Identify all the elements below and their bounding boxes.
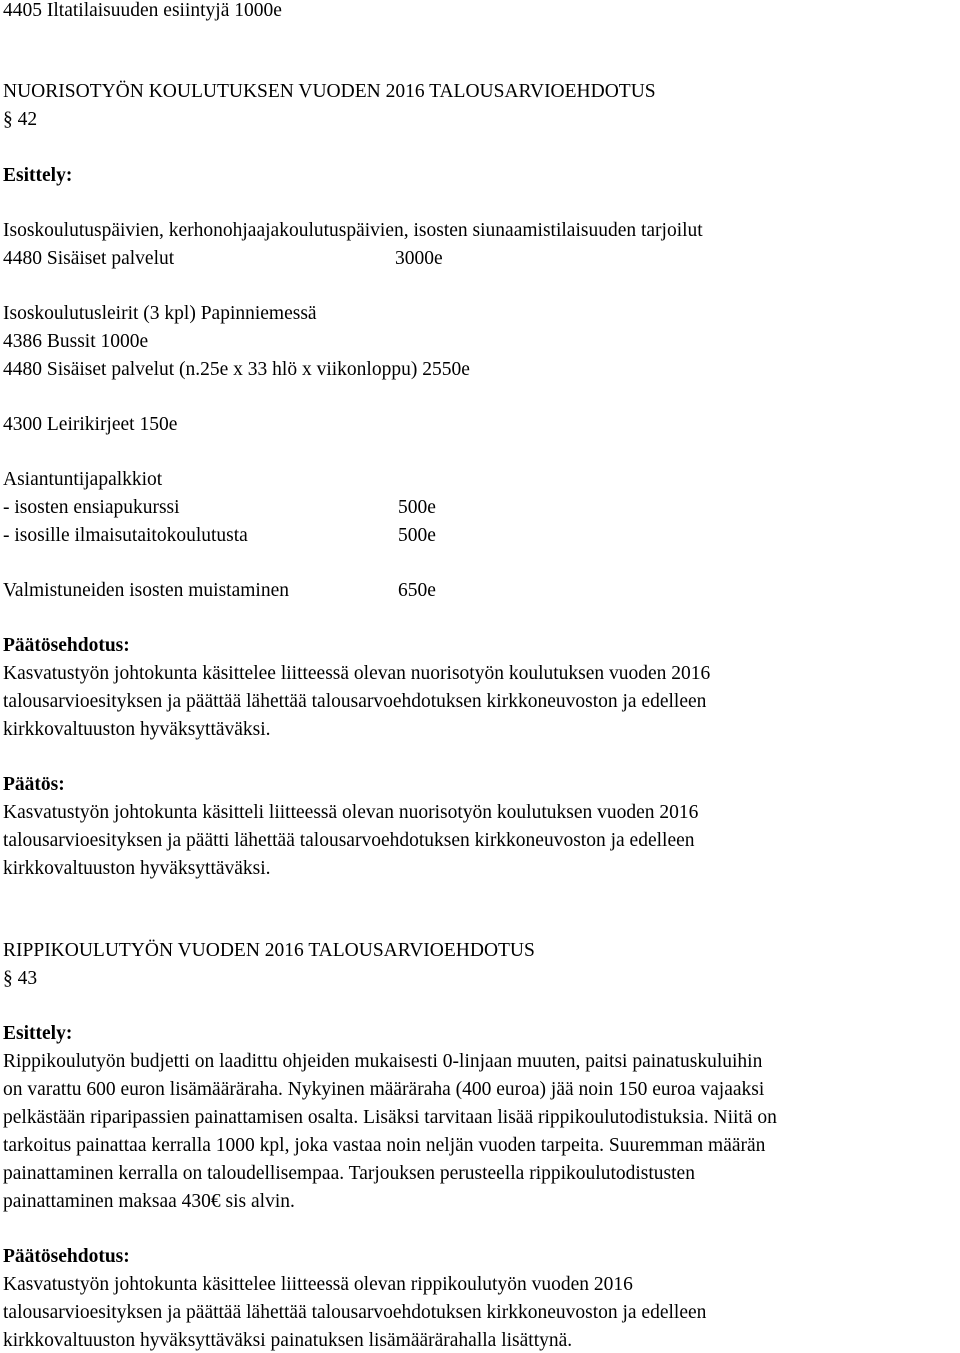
paatosehdotus-label-42: Päätösehdotus: xyxy=(3,635,130,656)
section-heading-nuorisotyo: NUORISOTYÖN KOULUTUKSEN VUODEN 2016 TALOUSARVIOEHDOTUS xyxy=(3,81,656,102)
budget-row-amount: 500e xyxy=(398,525,436,546)
text-line: talousarvioesityksen ja päättää lähettää talousarvoehdotuksen kirkkoneuvoston ja edelleen xyxy=(3,691,707,712)
text-line: 4480 Sisäiset palvelut (n.25e x 33 hlö x viikonloppu) 2550e xyxy=(3,359,470,380)
section-heading-rippikoulutyo: RIPPIKOULUTYÖN VUODEN 2016 TALOUSARVIOEHDOTUS xyxy=(3,940,535,961)
text-line: Isoskoulutuspäivien, kerhonohjaajakoulutuspäivien, isosten siunaamistilaisuuden tarjoilut xyxy=(3,220,703,241)
text-line: talousarvioesityksen ja päätti lähettää talousarvoehdotuksen kirkkoneuvoston ja edelleen xyxy=(3,830,695,851)
esittely-label-43: Esittely: xyxy=(3,1023,73,1044)
text-line: talousarvioesityksen ja päättää lähettää talousarvoehdotuksen kirkkoneuvoston ja edelleen xyxy=(3,1302,707,1323)
budget-row-ilmaisutaito xyxy=(3,524,903,548)
section-number-43: § 43 xyxy=(3,968,38,989)
text-line: kirkkovaltuuston hyväksyttäväksi. xyxy=(3,858,271,879)
paatos-label-42: Päätös: xyxy=(3,774,65,795)
text-line: Kasvatustyön johtokunta käsittelee liitteessä olevan rippikoulutyön vuoden 2016 xyxy=(3,1274,633,1295)
text-line: Kasvatustyön johtokunta käsittelee liitteessä olevan nuorisotyön koulutuksen vuoden 2016 xyxy=(3,663,711,684)
text-line: on varattu 600 euron lisämääräraha. Nykyinen määräraha (400 euroa) jää noin 150 euroa vajaaksi xyxy=(3,1079,765,1100)
text-line: tarkoitus painattaa kerralla 1000 kpl, joka vastaa noin neljän vuoden tarpeita. Suuremman määrän xyxy=(3,1135,766,1156)
budget-row-ensiapukurssi xyxy=(3,496,903,520)
text-line: kirkkovaltuuston hyväksyttäväksi painatuksen lisämäärärahalla lisättynä. xyxy=(3,1330,573,1351)
text-line: kirkkovaltuuston hyväksyttäväksi. xyxy=(3,719,271,740)
text-line: painattaminen maksaa 430€ sis alvin. xyxy=(3,1191,295,1212)
budget-row-amount: 650e xyxy=(398,580,436,601)
text-line: Asiantuntijapalkkiot xyxy=(3,469,163,490)
text-line: painattaminen kerralla on taloudellisempaa. Tarjouksen perusteella rippikoulutodistusten xyxy=(3,1163,695,1184)
budget-row-label: - isosille ilmaisutaitokoulutusta xyxy=(3,525,248,546)
text-line: Kasvatustyön johtokunta käsitteli liitteessä olevan nuorisotyön koulutuksen vuoden 2016 xyxy=(3,802,699,823)
text-line: 4386 Bussit 1000e xyxy=(3,331,149,352)
section-number-42: § 42 xyxy=(3,109,38,130)
text-line: Isoskoulutusleirit (3 kpl) Papinniemessä xyxy=(3,303,317,324)
text-line: pelkästään riparipassien painattamisen osalta. Lisäksi tarvitaan lisää rippikoulutodistuksia. Niitä on xyxy=(3,1107,777,1128)
budget-row-muistaminen xyxy=(3,579,903,603)
text-line: 4300 Leirikirjeet 150e xyxy=(3,414,178,435)
budget-row-sisaiset-palvelut xyxy=(3,247,903,271)
paatosehdotus-label-43: Päätösehdotus: xyxy=(3,1246,130,1267)
budget-row-label: 4480 Sisäiset palvelut xyxy=(3,248,175,269)
budget-row-label: Valmistuneiden isosten muistaminen xyxy=(3,580,289,601)
budget-row-label: - isosten ensiapukurssi xyxy=(3,497,180,518)
budget-line-iltatilaisuus: 4405 Iltatilaisuuden esiintyjä 1000e xyxy=(3,0,282,21)
budget-row-amount: 500e xyxy=(398,497,436,518)
text-line: Rippikoulutyön budjetti on laadittu ohjeiden mukaisesti 0-linjaan muuten, paitsi painatuskuluihin xyxy=(3,1051,763,1072)
esittely-label-42: Esittely: xyxy=(3,165,73,186)
budget-row-amount: 3000e xyxy=(395,248,443,269)
